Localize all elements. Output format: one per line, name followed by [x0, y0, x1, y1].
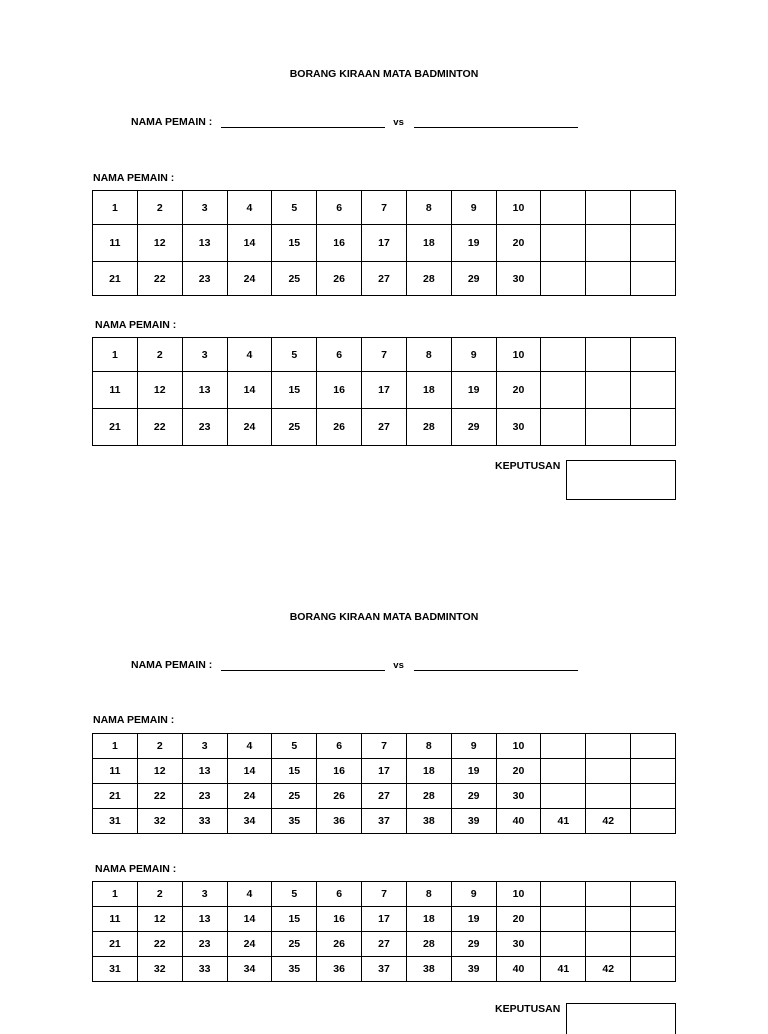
score-cell[interactable]: 10 [496, 338, 541, 372]
score-cell[interactable]: 9 [451, 191, 496, 225]
score-cell[interactable]: 26 [317, 262, 362, 296]
score-cell[interactable]: 12 [137, 907, 182, 932]
score-cell[interactable]: 36 [317, 809, 362, 834]
form2-decision-box[interactable] [566, 1003, 676, 1034]
form1-decision-box[interactable] [566, 460, 676, 500]
score-cell[interactable]: 30 [496, 932, 541, 957]
empty-score-cell[interactable] [631, 338, 676, 372]
score-cell[interactable]: 27 [362, 262, 407, 296]
form2-score-table-a [92, 733, 676, 834]
score-cell[interactable]: 32 [137, 809, 182, 834]
score-cell[interactable]: 25 [272, 932, 317, 957]
score-cell[interactable]: 15 [272, 759, 317, 784]
score-cell[interactable]: 6 [317, 882, 362, 907]
score-cell[interactable]: 6 [317, 338, 362, 372]
score-cell[interactable]: 14 [227, 759, 272, 784]
empty-score-cell[interactable] [586, 409, 631, 446]
form2-player-b-label: NAMA PEMAIN : [95, 863, 177, 875]
score-cell[interactable]: 16 [317, 225, 362, 262]
score-cell[interactable]: 4 [227, 338, 272, 372]
score-cell[interactable]: 3 [182, 191, 227, 225]
empty-score-cell[interactable] [541, 784, 586, 809]
score-cell[interactable]: 40 [496, 809, 541, 834]
empty-score-cell[interactable] [586, 191, 631, 225]
score-cell[interactable]: 5 [272, 338, 317, 372]
score-cell[interactable]: 24 [227, 784, 272, 809]
empty-score-cell[interactable] [586, 759, 631, 784]
empty-score-cell[interactable] [586, 882, 631, 907]
score-cell[interactable]: 31 [93, 809, 138, 834]
score-cell[interactable]: 17 [362, 907, 407, 932]
player2-name-field[interactable] [414, 117, 578, 128]
score-cell[interactable]: 33 [182, 957, 227, 982]
table-row [93, 957, 676, 982]
score-cell[interactable]: 19 [451, 225, 496, 262]
score-cell[interactable]: 1 [93, 338, 138, 372]
score-cell[interactable]: 13 [182, 372, 227, 409]
score-cell[interactable]: 10 [496, 882, 541, 907]
empty-score-cell[interactable] [541, 372, 586, 409]
score-cell[interactable]: 7 [362, 338, 407, 372]
form2-score-table-b [92, 881, 676, 982]
player2-name-field[interactable] [414, 660, 578, 671]
empty-score-cell[interactable] [631, 907, 676, 932]
score-cell[interactable]: 24 [227, 262, 272, 296]
score-cell[interactable]: 5 [272, 734, 317, 759]
table-row [93, 262, 676, 296]
score-cell[interactable]: 36 [317, 957, 362, 982]
score-cell[interactable]: 18 [406, 372, 451, 409]
score-cell[interactable]: 23 [182, 932, 227, 957]
score-cell[interactable]: 9 [451, 734, 496, 759]
table-row [93, 734, 676, 759]
score-cell[interactable]: 5 [272, 191, 317, 225]
players-label: NAMA PEMAIN : [131, 659, 213, 671]
score-cell[interactable]: 23 [182, 409, 227, 446]
form1-title: BORANG KIRAAN MATA BADMINTON [289, 68, 479, 80]
form1-player-a-label: NAMA PEMAIN : [93, 172, 175, 184]
table-row [93, 907, 676, 932]
score-cell[interactable]: 10 [496, 734, 541, 759]
vs-label: vs [393, 117, 404, 128]
score-cell[interactable]: 21 [93, 409, 138, 446]
empty-score-cell[interactable] [631, 809, 676, 834]
score-cell[interactable]: 35 [272, 809, 317, 834]
score-cell[interactable]: 8 [406, 338, 451, 372]
score-cell[interactable]: 9 [451, 338, 496, 372]
score-cell[interactable]: 22 [137, 262, 182, 296]
table-row [93, 759, 676, 784]
score-cell[interactable]: 27 [362, 784, 407, 809]
table-row [93, 191, 676, 225]
empty-score-cell[interactable] [541, 191, 586, 225]
empty-score-cell[interactable] [541, 907, 586, 932]
empty-score-cell[interactable] [631, 882, 676, 907]
score-cell[interactable]: 35 [272, 957, 317, 982]
score-cell[interactable]: 42 [586, 957, 631, 982]
score-cell[interactable]: 8 [406, 734, 451, 759]
score-cell[interactable]: 6 [317, 191, 362, 225]
table-row [93, 225, 676, 262]
form2-player-a-label: NAMA PEMAIN : [93, 714, 175, 726]
score-cell[interactable]: 29 [451, 409, 496, 446]
score-cell[interactable]: 11 [93, 907, 138, 932]
score-cell[interactable]: 10 [496, 191, 541, 225]
score-cell[interactable]: 17 [362, 759, 407, 784]
table-row [93, 882, 676, 907]
score-cell[interactable]: 37 [362, 957, 407, 982]
score-cell[interactable]: 26 [317, 784, 362, 809]
players-label: NAMA PEMAIN : [131, 116, 213, 128]
score-cell[interactable]: 14 [227, 225, 272, 262]
score-cell[interactable]: 18 [406, 759, 451, 784]
score-cell[interactable]: 11 [93, 759, 138, 784]
score-cell[interactable]: 30 [496, 784, 541, 809]
score-cell[interactable]: 37 [362, 809, 407, 834]
empty-score-cell[interactable] [631, 759, 676, 784]
score-cell[interactable]: 25 [272, 409, 317, 446]
score-cell[interactable]: 22 [137, 409, 182, 446]
score-cell[interactable]: 24 [227, 932, 272, 957]
table-row [93, 409, 676, 446]
score-cell[interactable]: 24 [227, 409, 272, 446]
score-cell[interactable]: 3 [182, 734, 227, 759]
score-cell[interactable]: 41 [541, 809, 586, 834]
form2-players-row [131, 659, 586, 671]
empty-score-cell[interactable] [631, 734, 676, 759]
score-cell[interactable]: 11 [93, 225, 138, 262]
score-cell[interactable]: 29 [451, 262, 496, 296]
score-cell[interactable]: 28 [406, 409, 451, 446]
score-cell[interactable]: 20 [496, 759, 541, 784]
score-cell[interactable]: 22 [137, 932, 182, 957]
score-cell[interactable]: 40 [496, 957, 541, 982]
empty-score-cell[interactable] [586, 338, 631, 372]
score-cell[interactable]: 33 [182, 809, 227, 834]
score-cell[interactable]: 34 [227, 809, 272, 834]
score-cell[interactable]: 16 [317, 372, 362, 409]
score-cell[interactable]: 1 [93, 191, 138, 225]
score-cell[interactable]: 2 [137, 191, 182, 225]
score-cell[interactable]: 2 [137, 338, 182, 372]
score-cell[interactable]: 23 [182, 784, 227, 809]
empty-score-cell[interactable] [631, 262, 676, 296]
table-row [93, 784, 676, 809]
score-cell[interactable]: 4 [227, 882, 272, 907]
empty-score-cell[interactable] [631, 784, 676, 809]
score-cell[interactable]: 4 [227, 734, 272, 759]
score-cell[interactable]: 14 [227, 907, 272, 932]
score-cell[interactable]: 9 [451, 882, 496, 907]
empty-score-cell[interactable] [631, 957, 676, 982]
empty-score-cell[interactable] [586, 784, 631, 809]
score-cell[interactable]: 17 [362, 225, 407, 262]
empty-score-cell[interactable] [586, 734, 631, 759]
score-cell[interactable]: 25 [272, 784, 317, 809]
score-cell[interactable]: 7 [362, 734, 407, 759]
score-cell[interactable]: 38 [406, 957, 451, 982]
table-row [93, 809, 676, 834]
score-cell[interactable]: 28 [406, 932, 451, 957]
score-cell[interactable]: 8 [406, 191, 451, 225]
score-cell[interactable]: 14 [227, 372, 272, 409]
score-cell[interactable]: 39 [451, 957, 496, 982]
empty-score-cell[interactable] [541, 225, 586, 262]
vs-label: vs [393, 660, 404, 671]
form2-title: BORANG KIRAAN MATA BADMINTON [289, 611, 479, 623]
score-cell[interactable]: 15 [272, 372, 317, 409]
score-cell[interactable]: 34 [227, 957, 272, 982]
score-cell[interactable]: 22 [137, 784, 182, 809]
score-cell[interactable]: 12 [137, 225, 182, 262]
form1-score-table-a [92, 190, 676, 296]
score-cell[interactable]: 30 [496, 262, 541, 296]
score-cell[interactable]: 3 [182, 338, 227, 372]
empty-score-cell[interactable] [586, 907, 631, 932]
score-cell[interactable]: 39 [451, 809, 496, 834]
score-cell[interactable]: 19 [451, 907, 496, 932]
score-cell[interactable]: 13 [182, 907, 227, 932]
table-row [93, 338, 676, 372]
empty-score-cell[interactable] [631, 409, 676, 446]
score-cell[interactable]: 23 [182, 262, 227, 296]
score-cell[interactable]: 19 [451, 372, 496, 409]
score-cell[interactable]: 7 [362, 882, 407, 907]
score-cell[interactable]: 26 [317, 932, 362, 957]
score-cell[interactable]: 30 [496, 409, 541, 446]
score-cell[interactable]: 41 [541, 957, 586, 982]
score-cell[interactable]: 4 [227, 191, 272, 225]
empty-score-cell[interactable] [586, 262, 631, 296]
score-cell[interactable]: 42 [586, 809, 631, 834]
score-cell[interactable]: 2 [137, 882, 182, 907]
score-cell[interactable]: 11 [93, 372, 138, 409]
score-cell[interactable]: 16 [317, 907, 362, 932]
score-cell[interactable]: 5 [272, 882, 317, 907]
score-cell[interactable]: 38 [406, 809, 451, 834]
table-row [93, 932, 676, 957]
score-cell[interactable]: 1 [93, 882, 138, 907]
score-cell[interactable]: 2 [137, 734, 182, 759]
player1-name-field[interactable] [221, 117, 385, 128]
score-cell[interactable]: 12 [137, 372, 182, 409]
score-cell[interactable]: 3 [182, 882, 227, 907]
score-cell[interactable]: 13 [182, 225, 227, 262]
score-cell[interactable]: 17 [362, 372, 407, 409]
form2-decision-label: KEPUTUSAN [495, 1003, 561, 1015]
form1-score-table-b [92, 337, 676, 446]
empty-score-cell[interactable] [541, 882, 586, 907]
empty-score-cell[interactable] [631, 372, 676, 409]
empty-score-cell[interactable] [541, 409, 586, 446]
score-cell[interactable]: 21 [93, 932, 138, 957]
score-cell[interactable]: 7 [362, 191, 407, 225]
score-cell[interactable]: 20 [496, 225, 541, 262]
score-cell[interactable]: 13 [182, 759, 227, 784]
score-cell[interactable]: 27 [362, 932, 407, 957]
table-row [93, 372, 676, 409]
score-cell[interactable]: 26 [317, 409, 362, 446]
score-cell[interactable]: 18 [406, 907, 451, 932]
score-cell[interactable]: 21 [93, 784, 138, 809]
score-cell[interactable]: 28 [406, 262, 451, 296]
score-cell[interactable]: 31 [93, 957, 138, 982]
score-cell[interactable]: 27 [362, 409, 407, 446]
score-cell[interactable]: 8 [406, 882, 451, 907]
empty-score-cell[interactable] [541, 759, 586, 784]
score-cell[interactable]: 32 [137, 957, 182, 982]
score-cell[interactable]: 28 [406, 784, 451, 809]
score-cell[interactable]: 29 [451, 932, 496, 957]
empty-score-cell[interactable] [631, 225, 676, 262]
score-cell[interactable]: 20 [496, 372, 541, 409]
player1-name-field[interactable] [221, 660, 385, 671]
empty-score-cell[interactable] [541, 734, 586, 759]
score-cell[interactable]: 15 [272, 225, 317, 262]
score-cell[interactable]: 20 [496, 907, 541, 932]
form1-player-b-label: NAMA PEMAIN : [95, 319, 177, 331]
score-cell[interactable]: 6 [317, 734, 362, 759]
score-cell[interactable]: 1 [93, 734, 138, 759]
score-cell[interactable]: 18 [406, 225, 451, 262]
empty-score-cell[interactable] [631, 191, 676, 225]
empty-score-cell[interactable] [586, 225, 631, 262]
form1-decision-label: KEPUTUSAN [495, 460, 561, 472]
empty-score-cell[interactable] [586, 372, 631, 409]
score-cell[interactable]: 25 [272, 262, 317, 296]
empty-score-cell[interactable] [541, 262, 586, 296]
score-cell[interactable]: 21 [93, 262, 138, 296]
score-cell[interactable]: 16 [317, 759, 362, 784]
score-cell[interactable]: 19 [451, 759, 496, 784]
empty-score-cell[interactable] [541, 932, 586, 957]
empty-score-cell[interactable] [586, 932, 631, 957]
score-cell[interactable]: 15 [272, 907, 317, 932]
empty-score-cell[interactable] [541, 338, 586, 372]
score-cell[interactable]: 29 [451, 784, 496, 809]
score-cell[interactable]: 12 [137, 759, 182, 784]
empty-score-cell[interactable] [631, 932, 676, 957]
form1-players-row [131, 116, 586, 128]
